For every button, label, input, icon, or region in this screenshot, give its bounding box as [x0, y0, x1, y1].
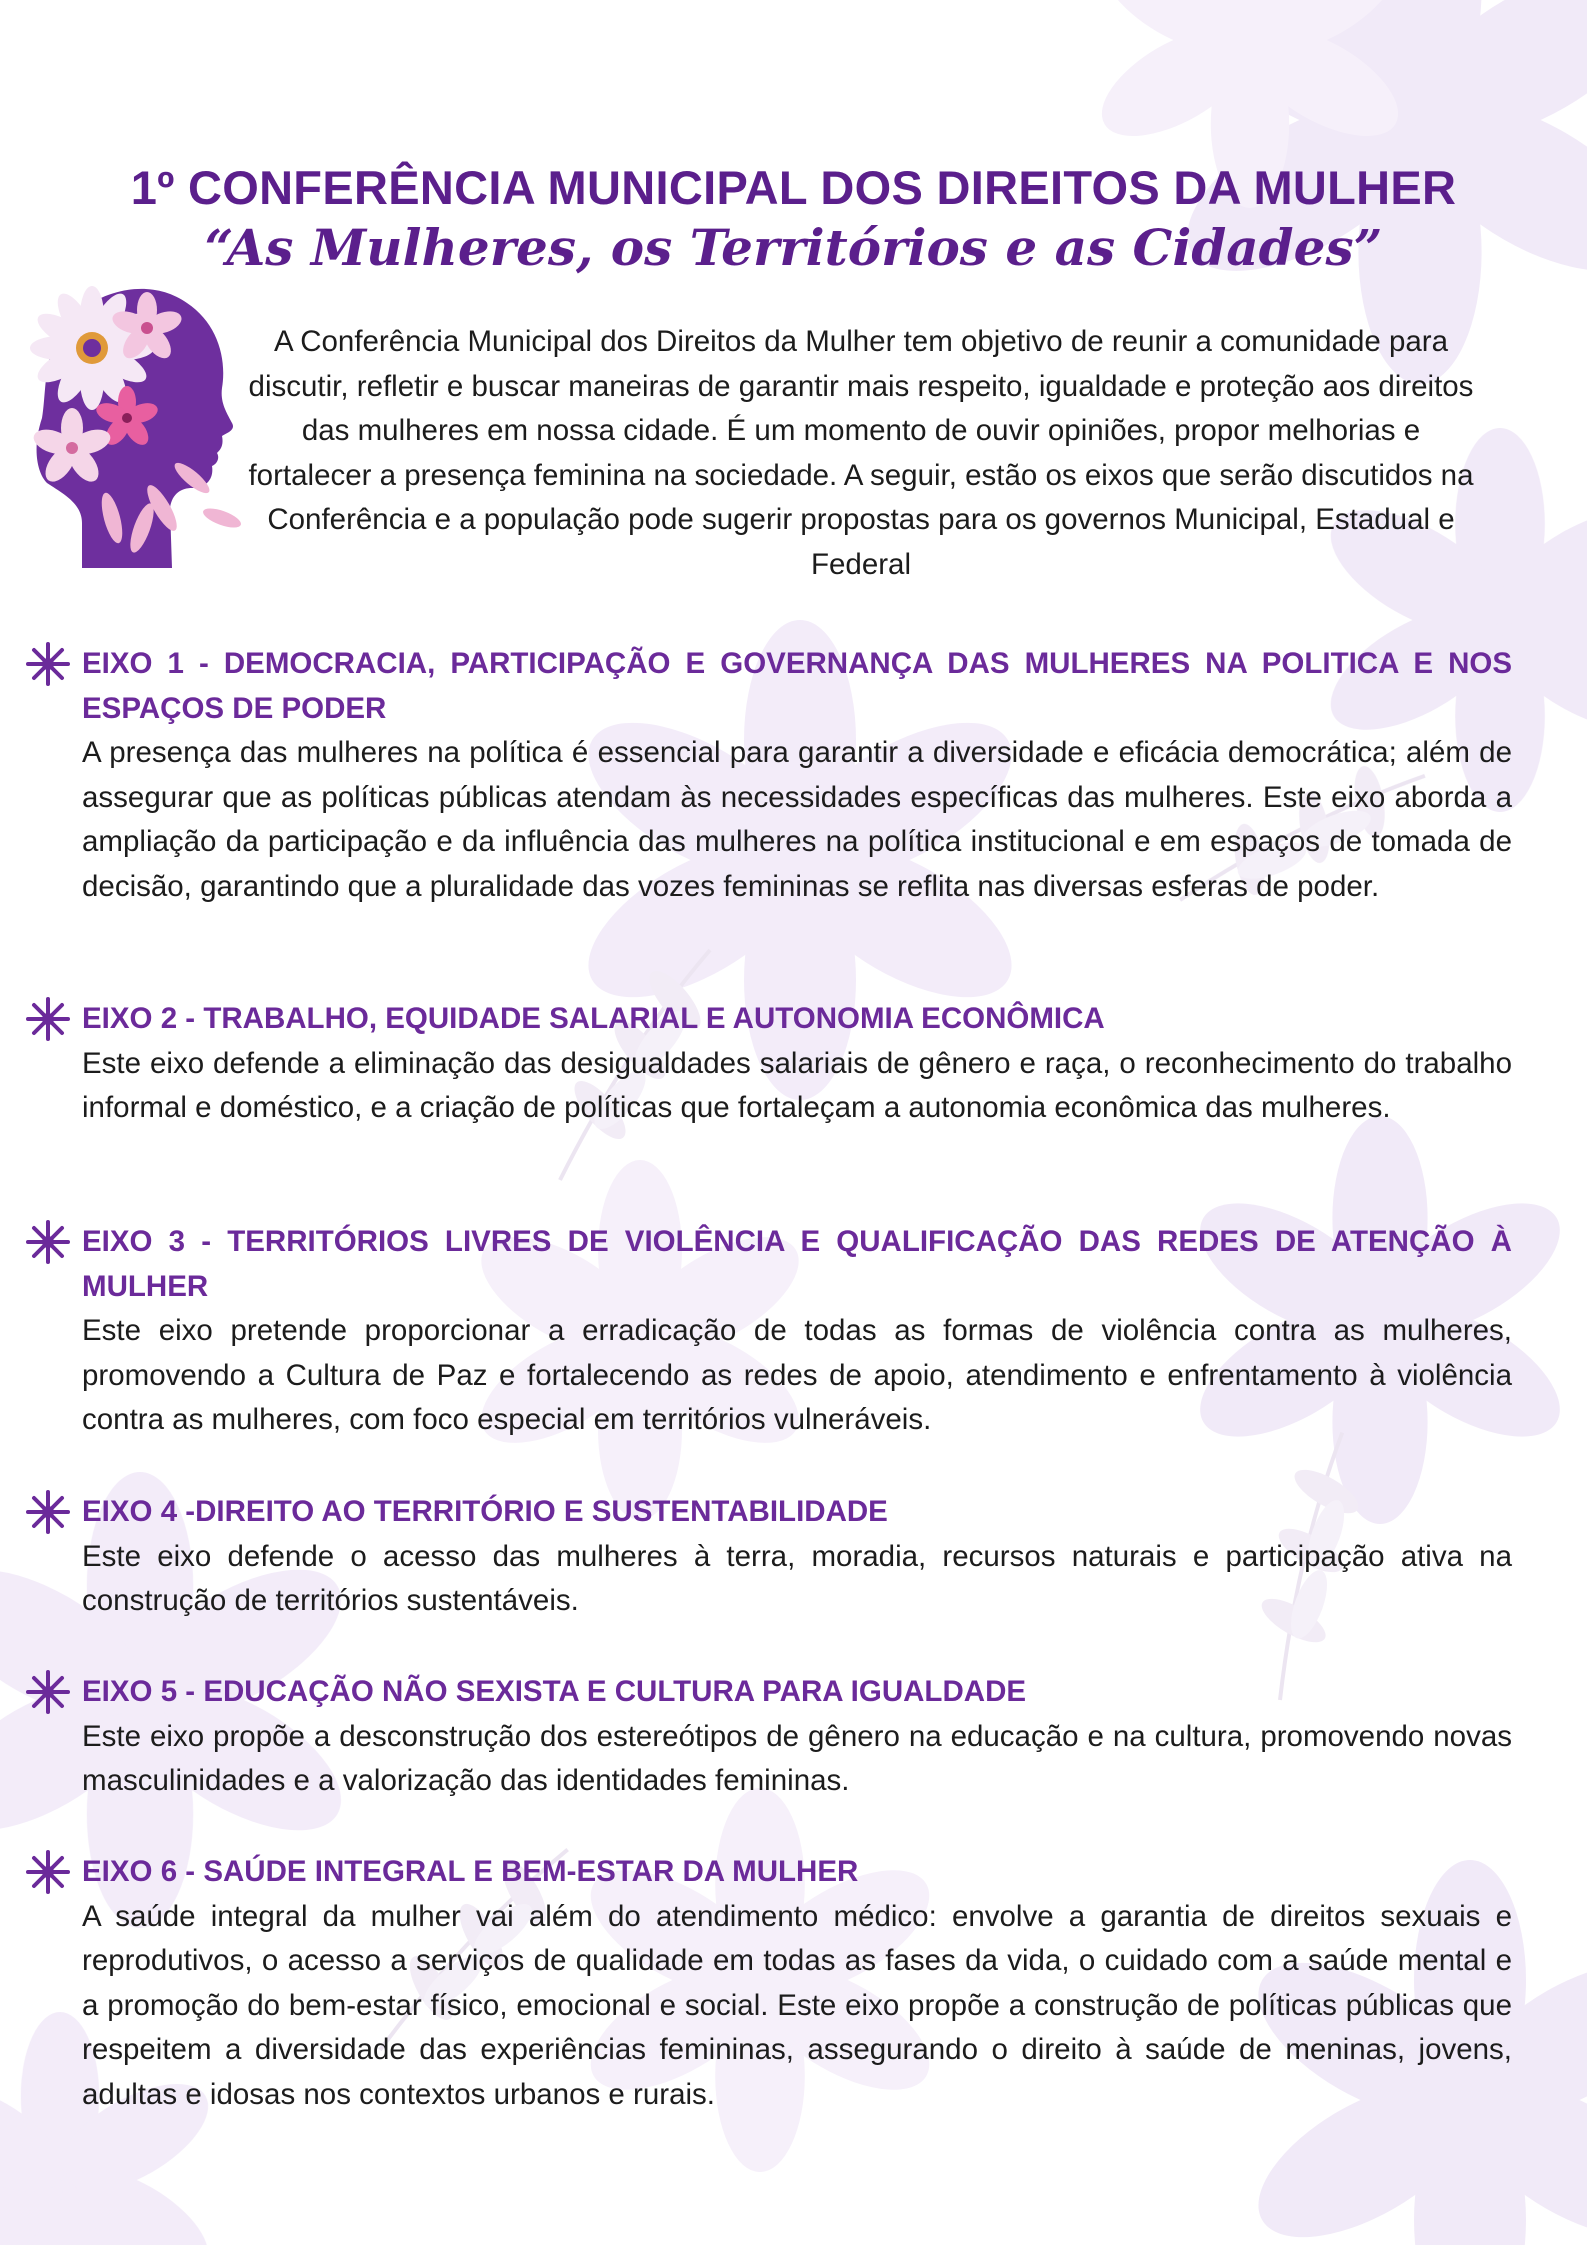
axis-title: EIXO 5 - EDUCAÇÃO NÃO SEXISTA E CULTURA PARA IGUALDADE: [82, 1675, 1027, 1708]
axis-section-1: [82, 642, 1512, 909]
axis-description: Este eixo propõe a desconstrução dos estereótipos de gênero na educação e na cultura, promovendo novas masculinidades e a valorização das identidades femininas.: [82, 1719, 1512, 1797]
axis-description: Este eixo defende o acesso das mulheres à terra, moradia, recursos naturais e participação ativa na construção de territórios sustentáveis.: [82, 1539, 1512, 1617]
axis-section-4: [82, 1490, 1512, 1624]
flower-bullet-icon: [24, 995, 72, 1043]
flower-bullet-icon: [24, 1488, 72, 1536]
axis-section-5: [82, 1670, 1512, 1804]
axis-section-2: [82, 997, 1512, 1131]
axis-description: Este eixo pretende proporcionar a erradicação de todas as formas de violência contra as mulheres, promovendo a Cultura de Paz e fortalecendo as redes de apoio, atendimento e enfrentamento à violência contra as mulheres, com foco especial em territórios vulneráveis.: [82, 1314, 1512, 1436]
flower-bullet-icon: [24, 1848, 72, 1896]
axis-title: EIXO 6 - SAÚDE INTEGRAL E BEM-ESTAR DA MULHER: [82, 1855, 859, 1888]
axis-title: EIXO 2 - TRABALHO, EQUIDADE SALARIAL E AUTONOMIA ECONÔMICA: [82, 1002, 1105, 1035]
axis-section-6: [82, 1850, 1512, 2117]
page-subtitle: “As Mulheres, os Territórios e as Cidades”: [204, 218, 1383, 277]
flower-bullet-icon: [24, 1668, 72, 1716]
woman-profile-flowers-logo: [22, 278, 244, 568]
axis-section-3: [82, 1220, 1512, 1443]
flower-bullet-icon: [24, 640, 72, 688]
axis-title: EIXO 1 - DEMOCRACIA, PARTICIPAÇÃO E GOVERNANÇA DAS MULHERES NA POLITICA E NOS ESPAÇOS DE PODER: [82, 647, 1512, 725]
axis-description: A saúde integral da mulher vai além do atendimento médico: envolve a garantia de direitos sexuais e reprodutivos, o acesso a serviços de qualidade em todas as fases da vida, o cuidado com a saúde mental e a promoção do bem-estar físico, emocional e social. Este eixo propõe a construção de políticas públicas que respeitem a diversidade das experiências femininas, assegurando o direito à saúde de meninas, jovens, adultas e idosas nos contextos urbanos e rurais.: [82, 1899, 1512, 2111]
page-title: 1º CONFERÊNCIA MUNICIPAL DOS DIREITOS DA MULHER: [130, 161, 1457, 214]
axis-description: A presença das mulheres na política é essencial para garantir a diversidade e eficácia democrática; além de assegurar que as políticas públicas atendam às necessidades específicas das mulheres. Este eixo aborda a ampliação da participação e da influência das mulheres na política institucional e em espaços de tomada de decisão, garantindo que a pluralidade das vozes femininas se reflita nas diversas esferas de poder.: [82, 736, 1512, 903]
flower-bullet-icon: [24, 1218, 72, 1266]
axis-title: EIXO 4 -DIREITO AO TERRITÓRIO E SUSTENTABILIDADE: [82, 1495, 888, 1528]
intro-paragraph: A Conferência Municipal dos Direitos da Mulher tem objetivo de reunir a comunidade para discutir, refletir e buscar maneiras de garantir mais respeito, igualdade e proteção aos direitos das mulheres em nossa cidade. É um momento de ouvir opiniões, propor melhorias e fortalecer a presença feminina na sociedade. A seguir, estão os eixos que serão discutidos na Conferência e a população pode sugerir propostas para os governos Municipal, Estadual e Federal: [248, 325, 1474, 581]
axis-description: Este eixo defende a eliminação das desigualdades salariais de gênero e raça, o reconhecimento do trabalho informal e doméstico, e a criação de políticas que fortaleçam a autonomia econômica das mulheres.: [82, 1046, 1512, 1124]
axis-title: EIXO 3 - TERRITÓRIOS LIVRES DE VIOLÊNCIA E QUALIFICAÇÃO DAS REDES DE ATENÇÃO À MULHER: [82, 1225, 1512, 1303]
